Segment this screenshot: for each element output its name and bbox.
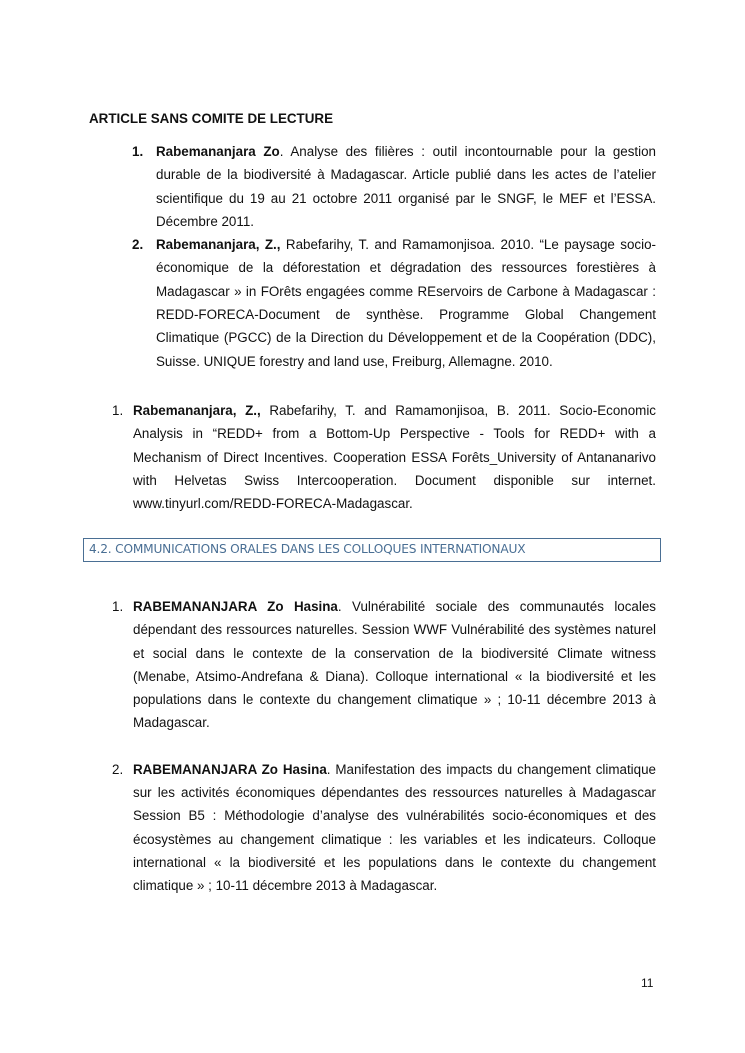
page-number: 11 xyxy=(641,976,654,990)
item-number: 2. xyxy=(112,761,124,777)
list-item xyxy=(112,758,656,898)
section-title: 4.2. COMMUNICATIONS ORALES DANS LES COLLOQUES INTERNATIONAUX xyxy=(89,542,526,556)
list-item xyxy=(112,399,657,515)
item-text: . Vulnérabilité sociale des communautés locales dépendant des ressources naturelles. Session WWF Vulnérabilité des systèmes naturel et social dans le contexte de la conservation de la biodiversité Climate witness (Menabe, Atsimo-Andrefana & Diana). Colloque international « la biodiversité et les populations dans le contexte du changement climatique » ; 10-11 décembre 2013 à Madagascar. xyxy=(133,599,657,731)
article-list-2 xyxy=(112,399,657,515)
list-item xyxy=(132,140,656,233)
list-item xyxy=(112,595,657,735)
item-author: Rabemananjara Zo xyxy=(156,144,280,159)
item-number: 1. xyxy=(112,599,124,614)
section-header-box xyxy=(83,538,661,562)
item-number: 1. xyxy=(112,403,124,418)
item-text: . Manifestation des impacts du changement climatique sur les activités économiques dépendantes des ressources naturelles à Madagascar Session B5 : Méthodologie d’analyse des vulnérabilités socio-économiques et des écosystèmes au changement climatique : les variables et les indicateurs. Colloque international « la biodiversité et les populations dans le contexte du changement climatique » ; 10-11 décembre 2013 à Madagascar. xyxy=(133,761,656,894)
article-list xyxy=(132,140,656,373)
item-number: 1. xyxy=(132,144,144,159)
item-author: RABEMANANJARA Zo Hasina xyxy=(133,761,327,777)
list-item xyxy=(132,233,656,373)
item-number: 2. xyxy=(132,237,144,253)
item-text: Rabefarihy, T. and Ramamonjisoa, B. 2011. Socio-Economic Analysis in “REDD+ from a Bottom-Up Perspective - Tools for REDD+ with a Mechanism of Direct Incentives. Cooperation ESSA Forêts_University of Antananarivo with Helvetas Swiss Intercooperation. Document disponible sur internet. www.tinyurl.com/REDD-FORECA-Madagascar. xyxy=(133,403,657,512)
item-author: Rabemananjara, Z., xyxy=(133,403,261,418)
section-heading: ARTICLE SANS COMITE DE LECTURE xyxy=(89,111,334,126)
item-author: RABEMANANJARA Zo Hasina xyxy=(133,599,338,614)
item-text: Rabefarihy, T. and Ramamonjisoa. 2010. “Le paysage socio-économique de la déforestation et dégradation des ressources forestières à Madagascar » in FOrêts engagées comme REservoirs de Carbone à Madagascar : REDD-FORECA-Document de synthèse. Programme Global Changement Climatique (PGCC) de la Direction du Développement et de la Coopération (DDC), Suisse. UNIQUE forestry and land use, Freiburg, Allemagne. 2010. xyxy=(156,237,656,369)
item-text: . Analyse des filières : outil incontournable pour la gestion durable de la biodiversité à Madagascar. Article publié dans les actes de l’atelier scientifique du 19 au 21 octobre 2011 organisé par le SNGF, le MEF et l’ESSA. Décembre 2011. xyxy=(156,144,656,229)
item-author: Rabemananjara, Z., xyxy=(156,237,281,253)
communication-list xyxy=(112,595,657,898)
